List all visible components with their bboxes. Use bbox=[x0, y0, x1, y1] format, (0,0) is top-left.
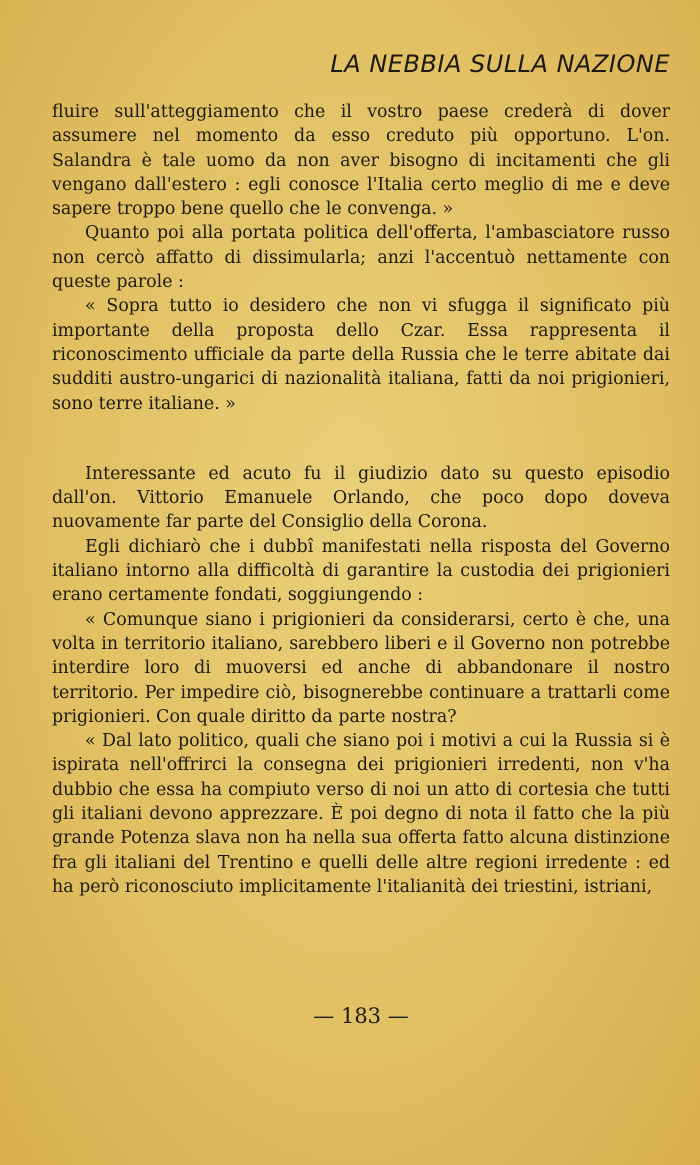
paragraph-5: Egli dichiarò che i dubbî manifestati nella risposta del Governo italiano intorno alla difficoltà di garantire la custodia dei prigionieri erano certamente fondati, soggiungendo : bbox=[52, 536, 670, 606]
body-text bbox=[52, 100, 670, 899]
paragraph-1: fluire sull'atteggiamento che il vostro paese crederà di dover assumere nel momento da esso creduto più opportuno. L'on. Salandra è tale uomo da non aver bisogno di incitamenti che gli vengano dall'estero : egli conosce l'Italia certo meglio di me e deve sapere troppo bene quello che le convenga. » bbox=[52, 102, 670, 220]
book-page bbox=[52, 0, 670, 1165]
page-number: — 183 — bbox=[313, 1004, 409, 1028]
paragraph-7: « Dal lato politico, quali che siano poi i motivi a cui la Russia si è ispirata nell'offrirci la consegna dei prigionieri irredenti, non v'ha dubbio che essa ha compiuto verso di noi un atto di cortesia che tutti gli italiani devono apprezzare. È poi degno di nota il fatto che la più grande Potenza slava non ha nella sua offerta fatto alcuna distinzione fra gli italiani del Trentino e quelli delle altre regioni irredente : ed ha però riconosciuto implicitamente l'italianità dei triestini, istriani, bbox=[52, 731, 670, 897]
paragraph-2: Quanto poi alla portata politica dell'offerta, l'ambasciatore russo non cercò affatto di dissimularla; anzi l'accentuò nettamente con queste parole : bbox=[52, 223, 670, 293]
paragraph-6: « Comunque siano i prigionieri da considerarsi, certo è che, una volta in territorio italiano, sarebbero liberi e il Governo non potrebbe interdire loro di muoversi ed anche di abbandonare il nostro territorio. Per impedire ciò, bisognerebbe continuare a trattarli come prigionieri. Con quale diritto da parte nostra? bbox=[52, 609, 670, 727]
section-break bbox=[52, 416, 670, 462]
paragraph-3: « Sopra tutto io desidero che non vi sfugga il significato più importante della proposta dello Czar. Essa rappresenta il riconoscimento ufficiale da parte della Russia che le terre abitate dai sudditi austro-ungarici di nazionalità italiana, fatti da noi prigionieri, sono terre italiane. » bbox=[52, 296, 670, 414]
running-title: LA NEBBIA SULLA NAZIONE bbox=[330, 50, 670, 78]
paragraph-4: Interessante ed acuto fu il giudizio dato su questo episodio dall'on. Vittorio Emanuele Orlando, che poco dopo doveva nuovamente far parte del Consiglio della Corona. bbox=[52, 463, 670, 533]
